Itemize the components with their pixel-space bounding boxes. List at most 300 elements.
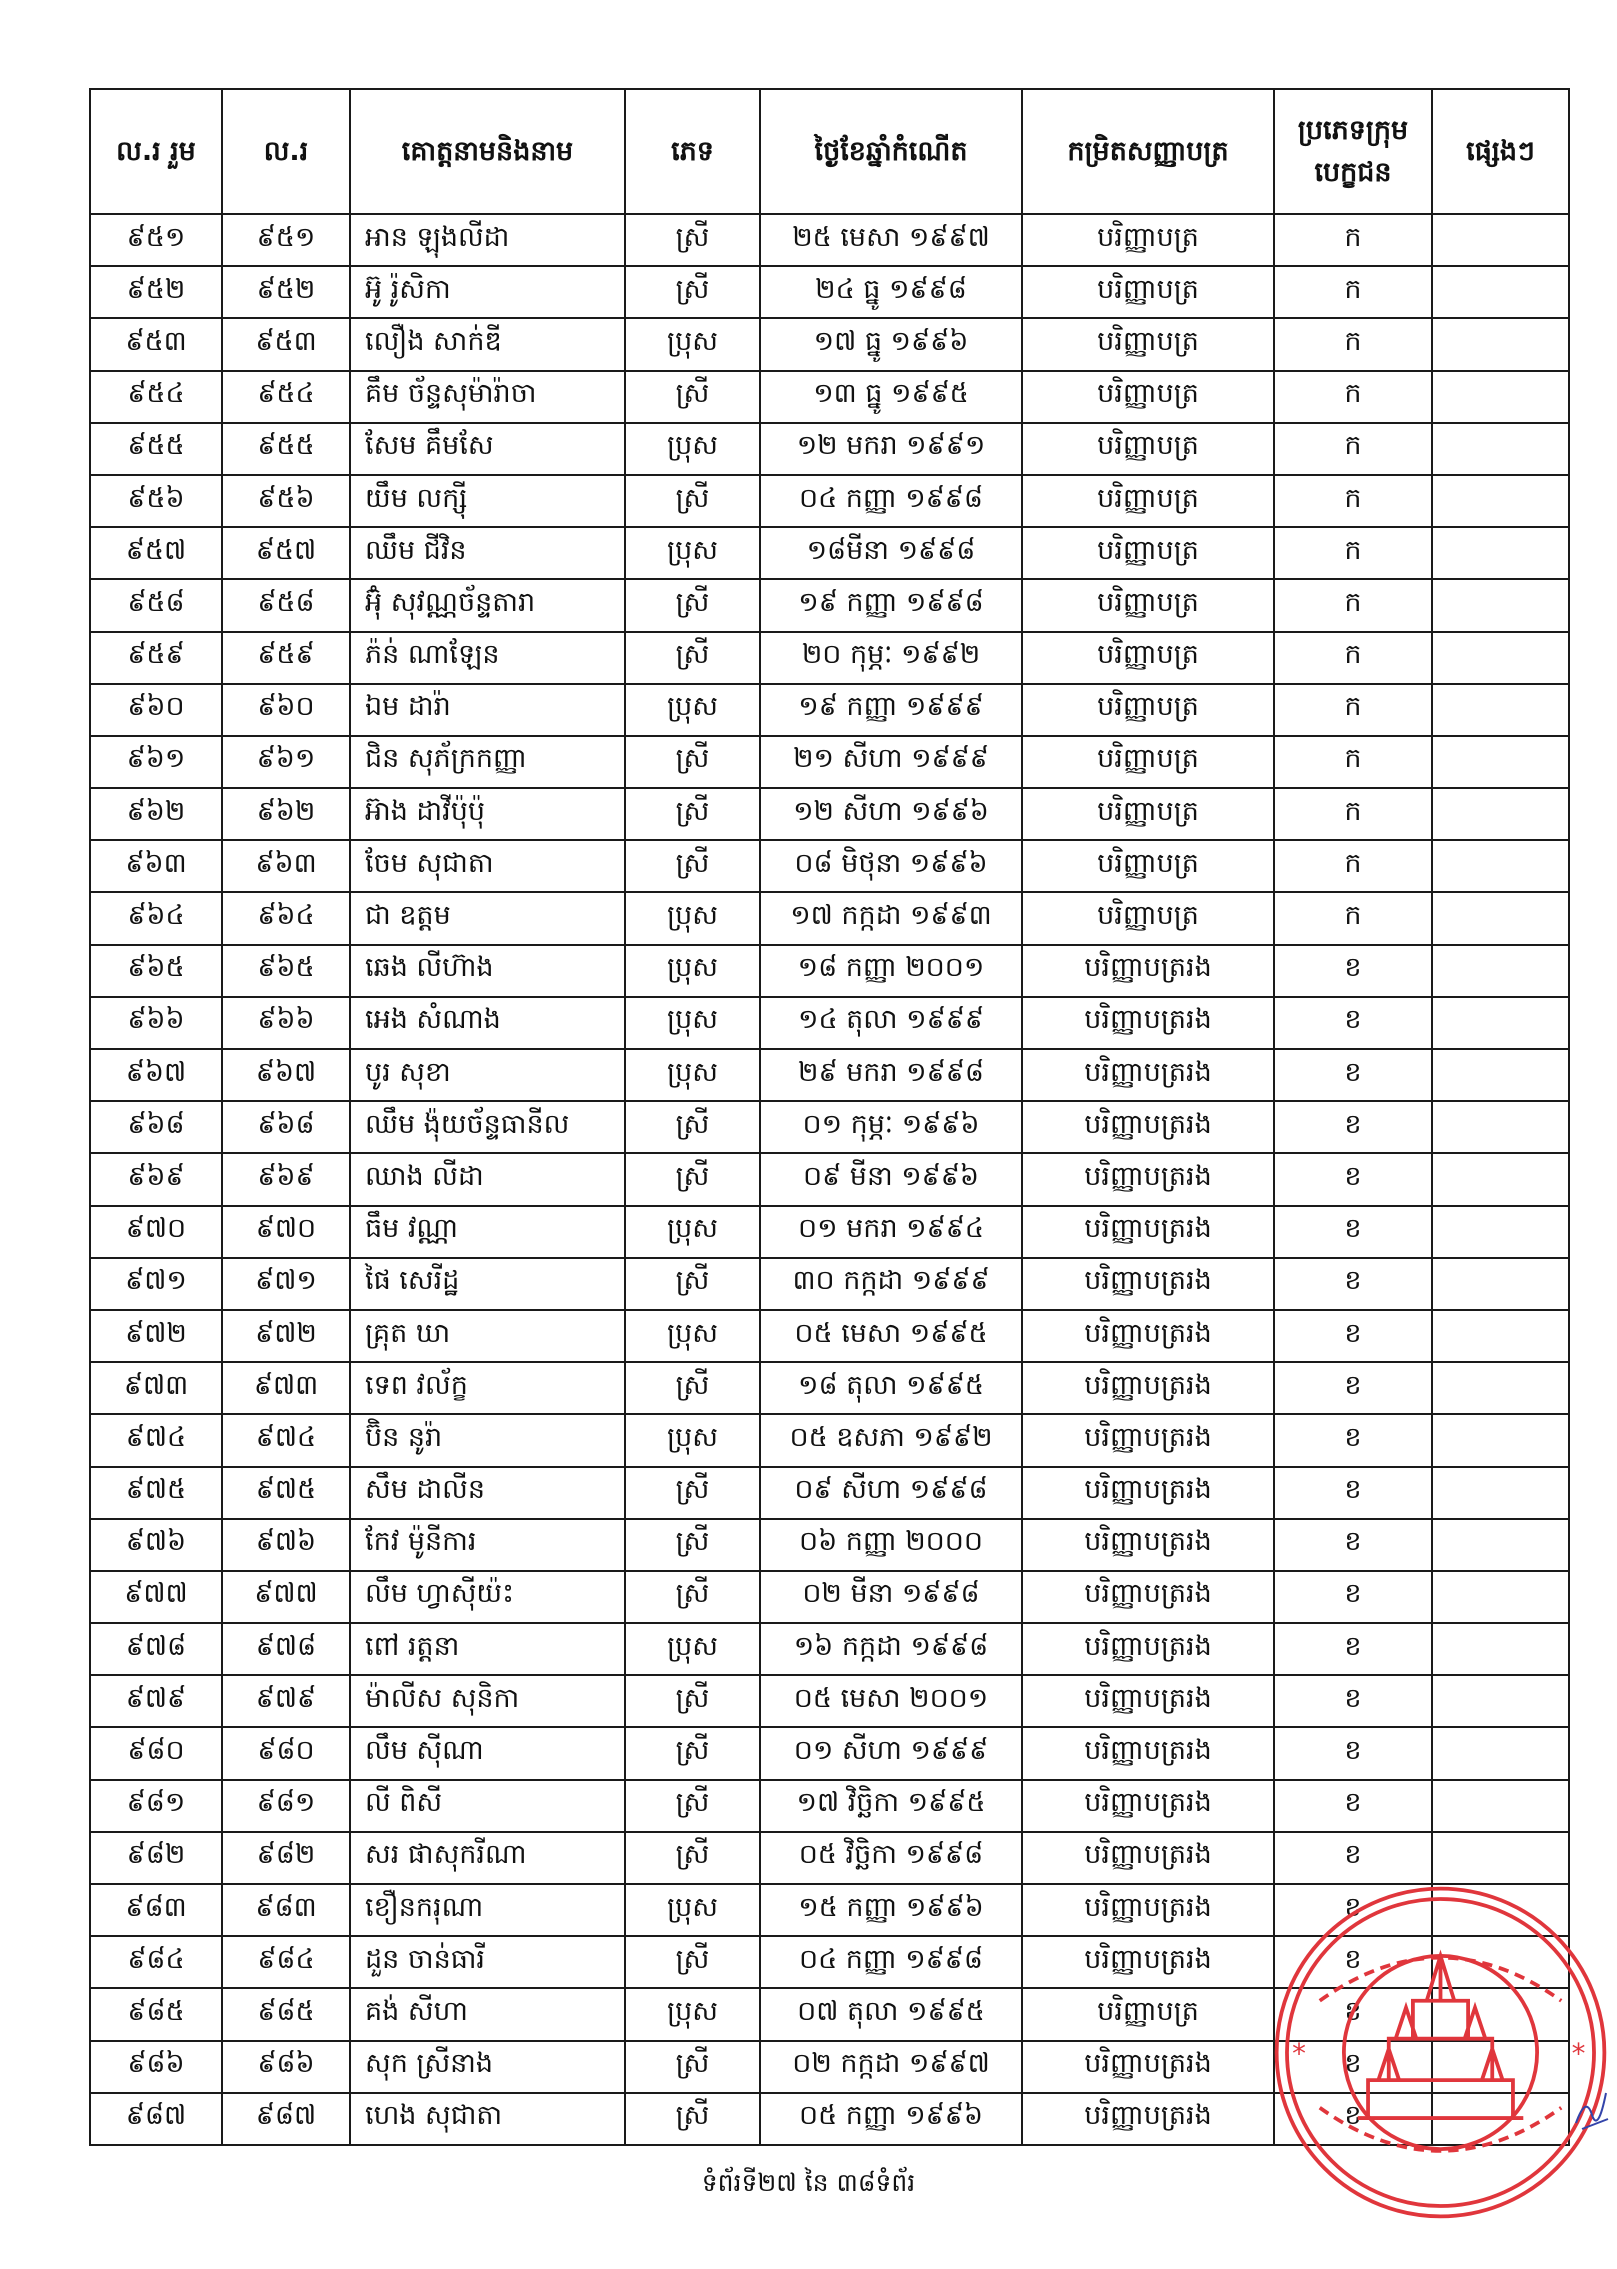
- cell-dob: ១៤ តុលា ១៩៩៩: [760, 997, 1022, 1049]
- cell-name: គង់ សីហា: [350, 1988, 625, 2040]
- cell-qualification: បរិញ្ញាបត្ររង: [1022, 1884, 1274, 1936]
- cell-dob: ០៥ កញ្ញា ១៩៩៦: [760, 2093, 1022, 2145]
- cell-exam-type: ខ: [1274, 1936, 1432, 1988]
- col-no: ល.រ: [222, 89, 350, 214]
- cell-dob: ១៧ វិច្ឆិកា ១៩៩៥: [760, 1780, 1022, 1832]
- cell-sex: ស្រី: [625, 1936, 760, 1988]
- cell-exam-type: ក: [1274, 266, 1432, 318]
- cell-exam-type: ខ: [1274, 1310, 1432, 1362]
- table-row: [90, 527, 1569, 579]
- cell-total-no: ៩៥៤: [90, 371, 222, 423]
- cell-exam-type: ខ: [1274, 1362, 1432, 1414]
- cell-sex: ស្រី: [625, 2041, 760, 2093]
- cell-name: ប៊ិន នូរ៉ា: [350, 1414, 625, 1466]
- cell-total-no: ៩៨១: [90, 1780, 222, 1832]
- cell-name: ទេព វល័ក្ខ: [350, 1362, 625, 1414]
- cell-dob: ០៩ សីហា ១៩៩៨: [760, 1467, 1022, 1519]
- cell-other: [1432, 632, 1569, 684]
- table-row: [90, 1780, 1569, 1832]
- cell-dob: ០៥ មេសា ១៩៩៥: [760, 1310, 1022, 1362]
- cell-dob: ០២ មីនា ១៩៩៨: [760, 1571, 1022, 1623]
- cell-total-no: ៩៧៤: [90, 1414, 222, 1466]
- cell-total-no: ៩៦០: [90, 684, 222, 736]
- cell-exam-type: ក: [1274, 475, 1432, 527]
- cell-exam-type: ខ: [1274, 997, 1432, 1049]
- cell-other: [1432, 1153, 1569, 1205]
- table-body: [90, 214, 1569, 2145]
- cell-exam-type: ខ: [1274, 1832, 1432, 1884]
- cell-total-no: ៩៥៧: [90, 527, 222, 579]
- table-row: [90, 736, 1569, 788]
- cell-name: ផៃ សេរីដ្ឋ: [350, 1258, 625, 1310]
- cell-name: អ៊ូ រ៉ូសិកា: [350, 266, 625, 318]
- cell-dob: ០៤ កញ្ញា ១៩៩៨: [760, 1936, 1022, 1988]
- cell-dob: ១៥ កញ្ញា ១៩៩៦: [760, 1884, 1022, 1936]
- cell-exam-type: ខ: [1274, 1519, 1432, 1571]
- cell-sex: ប្រុស: [625, 1623, 760, 1675]
- cell-total-no: ៩៧០: [90, 1206, 222, 1258]
- official-seal-stamp: [1268, 1880, 1613, 2225]
- cell-total-no: ៩៨២: [90, 1832, 222, 1884]
- table-row: [90, 371, 1569, 423]
- cell-sex: ស្រី: [625, 1467, 760, 1519]
- cell-total-no: ៩៨៣: [90, 1884, 222, 1936]
- cell-other: [1432, 1780, 1569, 1832]
- table-row: [90, 1258, 1569, 1310]
- cell-name: ឯម ដារ៉ា: [350, 684, 625, 736]
- cell-sex: ស្រី: [625, 788, 760, 840]
- cell-total-no: ៩៧៩: [90, 1675, 222, 1727]
- cell-qualification: បរិញ្ញាបត្ររង: [1022, 1780, 1274, 1832]
- cell-no: ៩៦២: [222, 788, 350, 840]
- cell-exam-type: ខ: [1274, 1780, 1432, 1832]
- cell-name: សឹម ដាលីន: [350, 1467, 625, 1519]
- cell-no: ៩៥៧: [222, 527, 350, 579]
- cell-no: ៩៥២: [222, 266, 350, 318]
- cell-sex: ប្រុស: [625, 1310, 760, 1362]
- cell-total-no: ៩៦៧: [90, 1049, 222, 1101]
- cell-no: ៩៦៨: [222, 1101, 350, 1153]
- cell-exam-type: ខ: [1274, 1206, 1432, 1258]
- cell-qualification: បរិញ្ញាបត្រ: [1022, 318, 1274, 370]
- cell-qualification: បរិញ្ញាបត្ររង: [1022, 1362, 1274, 1414]
- cell-sex: ប្រុស: [625, 1414, 760, 1466]
- cell-other: [1432, 318, 1569, 370]
- cell-no: ៩៦០: [222, 684, 350, 736]
- cell-name: ឆេង លីហ៊ាង: [350, 945, 625, 997]
- cell-other: [1432, 1623, 1569, 1675]
- cell-total-no: ៩៦៨: [90, 1101, 222, 1153]
- cell-total-no: ៩៨៤: [90, 1936, 222, 1988]
- cell-other: [1432, 1310, 1569, 1362]
- cell-exam-type: ខ: [1274, 1675, 1432, 1727]
- cell-other: [1432, 423, 1569, 475]
- cell-other: [1432, 1206, 1569, 1258]
- cell-dob: ១៦ កក្កដា ១៩៩៨: [760, 1623, 1022, 1675]
- cell-exam-type: ក: [1274, 371, 1432, 423]
- col-exam-type: ប្រភេទក្រុមបេក្ខជន: [1274, 89, 1432, 214]
- cell-qualification: បរិញ្ញាបត្ររង: [1022, 1258, 1274, 1310]
- cell-no: ៩៧១: [222, 1258, 350, 1310]
- cell-exam-type: ក: [1274, 840, 1432, 892]
- cell-name: ចែម សុជាតា: [350, 840, 625, 892]
- cell-exam-type: ខ: [1274, 1884, 1432, 1936]
- cell-qualification: បរិញ្ញាបត្រ: [1022, 371, 1274, 423]
- cell-exam-type: ខ: [1274, 2041, 1432, 2093]
- table-row: [90, 1675, 1569, 1727]
- cell-sex: ស្រី: [625, 371, 760, 423]
- cell-exam-type: ក: [1274, 214, 1432, 266]
- cell-exam-type: ខ: [1274, 1414, 1432, 1466]
- cell-name: ធឹម វណ្ណា: [350, 1206, 625, 1258]
- cell-exam-type: ខ: [1274, 1727, 1432, 1779]
- cell-total-no: ៩៨៥: [90, 1988, 222, 2040]
- table-row: [90, 997, 1569, 1049]
- cell-qualification: បរិញ្ញាបត្ររង: [1022, 1623, 1274, 1675]
- cell-total-no: ៩៦២: [90, 788, 222, 840]
- cell-exam-type: ខ: [1274, 1988, 1432, 2040]
- cell-no: ៩៨៥: [222, 1988, 350, 2040]
- cell-sex: ស្រី: [625, 736, 760, 788]
- table-row: [90, 1310, 1569, 1362]
- cell-name: អ៊ាង ដាវីប៉ុប៉ុ: [350, 788, 625, 840]
- cell-no: ៩៦៩: [222, 1153, 350, 1205]
- cell-qualification: បរិញ្ញាបត្រ: [1022, 736, 1274, 788]
- table-row: [90, 1414, 1569, 1466]
- cell-exam-type: ខ: [1274, 2093, 1432, 2145]
- cell-exam-type: ក: [1274, 579, 1432, 631]
- cell-dob: ០៥ មេសា ២០០១: [760, 1675, 1022, 1727]
- cell-total-no: ៩៦៩: [90, 1153, 222, 1205]
- cell-qualification: បរិញ្ញាបត្ររង: [1022, 945, 1274, 997]
- cell-sex: ស្រី: [625, 1101, 760, 1153]
- cell-total-no: ៩៧១: [90, 1258, 222, 1310]
- cell-dob: ០៧ តុលា ១៩៩៥: [760, 1988, 1022, 2040]
- cell-qualification: បរិញ្ញាបត្ររង: [1022, 1467, 1274, 1519]
- cell-qualification: បរិញ្ញាបត្រ: [1022, 579, 1274, 631]
- cell-no: ៩៧០: [222, 1206, 350, 1258]
- cell-dob: ០២ កក្កដា ១៩៩៧: [760, 2041, 1022, 2093]
- cell-name: ដួន ចាន់ធារី: [350, 1936, 625, 1988]
- cell-other: [1432, 1467, 1569, 1519]
- table-row: [90, 1049, 1569, 1101]
- cell-no: ៩៦៦: [222, 997, 350, 1049]
- cell-total-no: ៩៨០: [90, 1727, 222, 1779]
- cell-qualification: បរិញ្ញាបត្ររង: [1022, 2041, 1274, 2093]
- cell-sex: ស្រី: [625, 266, 760, 318]
- cell-exam-type: ខ: [1274, 945, 1432, 997]
- cell-sex: ស្រី: [625, 2093, 760, 2145]
- cell-sex: ប្រុស: [625, 1206, 760, 1258]
- table-row: [90, 579, 1569, 631]
- table-row: [90, 318, 1569, 370]
- cell-total-no: ៩៧៨: [90, 1623, 222, 1675]
- cell-no: ៩៧៣: [222, 1362, 350, 1414]
- cell-sex: ស្រី: [625, 1832, 760, 1884]
- cell-sex: ស្រី: [625, 1727, 760, 1779]
- cell-qualification: បរិញ្ញាបត្ររង: [1022, 1936, 1274, 1988]
- cell-dob: ២៤ ធ្នូ ១៩៩៨: [760, 266, 1022, 318]
- cell-exam-type: ក: [1274, 423, 1432, 475]
- cell-qualification: បរិញ្ញាបត្រ: [1022, 527, 1274, 579]
- table-row: [90, 1362, 1569, 1414]
- cell-dob: ១២ សីហា ១៩៩៦: [760, 788, 1022, 840]
- cell-qualification: បរិញ្ញាបត្ររង: [1022, 1101, 1274, 1153]
- table-row: [90, 1206, 1569, 1258]
- cell-other: [1432, 1362, 1569, 1414]
- cell-other: [1432, 214, 1569, 266]
- cell-dob: ២៥ មេសា ១៩៩៧: [760, 214, 1022, 266]
- cell-no: ៩៨៦: [222, 2041, 350, 2093]
- table-row: [90, 266, 1569, 318]
- cell-sex: ស្រី: [625, 1153, 760, 1205]
- svg-text:*: *: [1571, 2036, 1586, 2070]
- cell-name: សរ ផាសុករីណា: [350, 1832, 625, 1884]
- cell-sex: ប្រុស: [625, 527, 760, 579]
- cell-name: ខឿនករុណា: [350, 1884, 625, 1936]
- cell-exam-type: ក: [1274, 736, 1432, 788]
- cell-no: ៩៧៦: [222, 1519, 350, 1571]
- cell-other: [1432, 840, 1569, 892]
- cell-total-no: ៩៥៩: [90, 632, 222, 684]
- table-row: [90, 1467, 1569, 1519]
- cell-no: ៩៨៧: [222, 2093, 350, 2145]
- cell-name: ឈឹម ង៉ុយច័ន្ទធានីល: [350, 1101, 625, 1153]
- cell-qualification: បរិញ្ញាបត្ររង: [1022, 1206, 1274, 1258]
- cell-dob: ១៣ ធ្នូ ១៩៩៥: [760, 371, 1022, 423]
- cell-qualification: បរិញ្ញាបត្ររង: [1022, 997, 1274, 1049]
- cell-dob: ១៩ កញ្ញា ១៩៩៨: [760, 579, 1022, 631]
- cell-dob: ២៩ មករា ១៩៩៨: [760, 1049, 1022, 1101]
- cell-other: [1432, 1675, 1569, 1727]
- cell-no: ៩៥៩: [222, 632, 350, 684]
- col-dob: ថ្ងៃខែឆ្នាំកំណើត: [760, 89, 1022, 214]
- cell-no: ៩៨០: [222, 1727, 350, 1779]
- table-row: [90, 475, 1569, 527]
- cell-no: ៩៦៣: [222, 840, 350, 892]
- cell-no: ៩៧២: [222, 1310, 350, 1362]
- table-row: [90, 840, 1569, 892]
- table-row: [90, 945, 1569, 997]
- cell-name: លឿង សាក់ឌី: [350, 318, 625, 370]
- cell-other: [1432, 1571, 1569, 1623]
- cell-name: ជា ឧត្តម: [350, 892, 625, 944]
- cell-name: ឈឹម ជីវិន: [350, 527, 625, 579]
- cell-name: ភ៉ន់ ណាឡែន: [350, 632, 625, 684]
- cell-sex: ស្រី: [625, 1362, 760, 1414]
- cell-no: ៩៧៥: [222, 1467, 350, 1519]
- cell-no: ៩៥៦: [222, 475, 350, 527]
- cell-dob: ២០ កុម្ភៈ ១៩៩២: [760, 632, 1022, 684]
- cell-sex: ប្រុស: [625, 423, 760, 475]
- cell-dob: ០៨ មិថុនា ១៩៩៦: [760, 840, 1022, 892]
- col-qualification: កម្រិតសញ្ញាបត្រ: [1022, 89, 1274, 214]
- cell-exam-type: ក: [1274, 788, 1432, 840]
- table-row: [90, 214, 1569, 266]
- cell-exam-type: ខ: [1274, 1258, 1432, 1310]
- cell-sex: ប្រុស: [625, 1884, 760, 1936]
- cell-total-no: ៩៥១: [90, 214, 222, 266]
- cell-qualification: បរិញ្ញាបត្រ: [1022, 684, 1274, 736]
- cell-dob: ០៩ មីនា ១៩៩៦: [760, 1153, 1022, 1205]
- cell-sex: ប្រុស: [625, 945, 760, 997]
- cell-dob: ១៨ កញ្ញា ២០០១: [760, 945, 1022, 997]
- candidate-table: [89, 88, 1570, 2146]
- cell-total-no: ៩៧៣: [90, 1362, 222, 1414]
- cell-dob: ០១ កុម្ភៈ ១៩៩៦: [760, 1101, 1022, 1153]
- cell-sex: ស្រី: [625, 1571, 760, 1623]
- cell-total-no: ៩៦៣: [90, 840, 222, 892]
- cell-other: [1432, 788, 1569, 840]
- cell-name: យឹម លក្ស៊ី: [350, 475, 625, 527]
- cell-total-no: ៩៥៣: [90, 318, 222, 370]
- cell-no: ៩៨៤: [222, 1936, 350, 1988]
- cell-no: ៩៥៥: [222, 423, 350, 475]
- cell-dob: ២១ សីហា ១៩៩៩: [760, 736, 1022, 788]
- cell-sex: ស្រី: [625, 1258, 760, 1310]
- cell-sex: ប្រុស: [625, 318, 760, 370]
- cell-qualification: បរិញ្ញាបត្រ: [1022, 892, 1274, 944]
- svg-text:*: *: [1292, 2036, 1306, 2070]
- cell-name: គឹម ច័ន្ទសុម៉ារ៉ាចា: [350, 371, 625, 423]
- cell-qualification: បរិញ្ញាបត្រ: [1022, 1988, 1274, 2040]
- cell-name: ម៉ាលីស សុនិកា: [350, 1675, 625, 1727]
- table-row: [90, 1101, 1569, 1153]
- cell-dob: ១៨ តុលា ១៩៩៥: [760, 1362, 1022, 1414]
- cell-dob: ០១ សីហា ១៩៩៩: [760, 1727, 1022, 1779]
- cell-no: ៩៨២: [222, 1832, 350, 1884]
- cell-name: បូរ សុខា: [350, 1049, 625, 1101]
- cell-sex: ស្រី: [625, 1675, 760, 1727]
- cell-other: [1432, 892, 1569, 944]
- cell-other: [1432, 266, 1569, 318]
- cell-name: លឹម ហ្វាស៊ីយ៉ះ: [350, 1571, 625, 1623]
- cell-other: [1432, 945, 1569, 997]
- cell-sex: ប្រុស: [625, 892, 760, 944]
- cell-sex: ស្រី: [625, 214, 760, 266]
- cell-sex: ប្រុស: [625, 684, 760, 736]
- cell-dob: ០១ មករា ១៩៩៤: [760, 1206, 1022, 1258]
- cell-no: ៩៥៣: [222, 318, 350, 370]
- col-other: ផ្សេងៗ: [1432, 89, 1569, 214]
- cell-qualification: បរិញ្ញាបត្ររង: [1022, 1727, 1274, 1779]
- cell-total-no: ៩៧៥: [90, 1467, 222, 1519]
- cell-total-no: ៩៥៦: [90, 475, 222, 527]
- cell-no: ៩៦៥: [222, 945, 350, 997]
- cell-name: កែវ ម៉ូនីការ: [350, 1519, 625, 1571]
- cell-other: [1432, 475, 1569, 527]
- cell-total-no: ៩៥៨: [90, 579, 222, 631]
- cell-exam-type: ខ: [1274, 1049, 1432, 1101]
- cell-no: ៩៦១: [222, 736, 350, 788]
- cell-sex: ស្រី: [625, 1780, 760, 1832]
- col-total-no: ល.រ រួម: [90, 89, 222, 214]
- cell-exam-type: ក: [1274, 318, 1432, 370]
- table-row: [90, 1623, 1569, 1675]
- cell-total-no: ៩៦១: [90, 736, 222, 788]
- cell-exam-type: ខ: [1274, 1623, 1432, 1675]
- cell-name: ហេង សុជាតា: [350, 2093, 625, 2145]
- cell-dob: ០៥ វិច្ឆិកា ១៩៩៨: [760, 1832, 1022, 1884]
- handwritten-signature: [1572, 2075, 1614, 2135]
- cell-no: ៩៥១: [222, 214, 350, 266]
- cell-other: [1432, 527, 1569, 579]
- cell-total-no: ៩៦៥: [90, 945, 222, 997]
- col-name: គោត្តនាមនិងនាម: [350, 89, 625, 214]
- cell-name: សែម គឹមសែ: [350, 423, 625, 475]
- header-row: [90, 89, 1569, 214]
- table-row: [90, 423, 1569, 475]
- cell-name: លឹម ស៊ីណា: [350, 1727, 625, 1779]
- cell-name: ជិន សុភ័ក្រកញ្ញា: [350, 736, 625, 788]
- cell-total-no: ៩៦៤: [90, 892, 222, 944]
- cell-name: សុក ស្រីនាង: [350, 2041, 625, 2093]
- cell-other: [1432, 1519, 1569, 1571]
- table-row: [90, 1153, 1569, 1205]
- cell-no: ៩៨៣: [222, 1884, 350, 1936]
- cell-other: [1432, 736, 1569, 788]
- cell-name: លី ពិសី: [350, 1780, 625, 1832]
- cell-no: ៩៥៤: [222, 371, 350, 423]
- cell-qualification: បរិញ្ញាបត្រ: [1022, 475, 1274, 527]
- cell-exam-type: ក: [1274, 632, 1432, 684]
- cell-other: [1432, 579, 1569, 631]
- cell-qualification: បរិញ្ញាបត្រ: [1022, 788, 1274, 840]
- cell-sex: ស្រី: [625, 1519, 760, 1571]
- cell-no: ៩៧៤: [222, 1414, 350, 1466]
- cell-dob: ៣០ កក្កដា ១៩៩៩: [760, 1258, 1022, 1310]
- table-row: [90, 684, 1569, 736]
- cell-qualification: បរិញ្ញាបត្រ: [1022, 632, 1274, 684]
- cell-total-no: ៩៧៧: [90, 1571, 222, 1623]
- cell-total-no: ៩៥៥: [90, 423, 222, 475]
- cell-no: ៩៦៤: [222, 892, 350, 944]
- table-row: [90, 788, 1569, 840]
- cell-exam-type: ខ: [1274, 1467, 1432, 1519]
- cell-dob: ១៧ ធ្នូ ១៩៩៦: [760, 318, 1022, 370]
- cell-qualification: បរិញ្ញាបត្ររង: [1022, 1675, 1274, 1727]
- cell-total-no: ៩៧៦: [90, 1519, 222, 1571]
- cell-no: ៩៧៩: [222, 1675, 350, 1727]
- cell-sex: ប្រុស: [625, 997, 760, 1049]
- cell-total-no: ៩៥២: [90, 266, 222, 318]
- cell-name: ឈាង លីដា: [350, 1153, 625, 1205]
- cell-qualification: បរិញ្ញាបត្រ: [1022, 266, 1274, 318]
- cell-dob: ០៤ កញ្ញា ១៩៩៨: [760, 475, 1022, 527]
- cell-other: [1432, 997, 1569, 1049]
- cell-total-no: ៩៦៦: [90, 997, 222, 1049]
- cell-other: [1432, 1727, 1569, 1779]
- col-sex: ភេទ: [625, 89, 760, 214]
- cell-other: [1432, 1414, 1569, 1466]
- cell-qualification: បរិញ្ញាបត្រ: [1022, 214, 1274, 266]
- cell-total-no: ៩៨៧: [90, 2093, 222, 2145]
- cell-other: [1432, 1832, 1569, 1884]
- table-row: [90, 632, 1569, 684]
- cell-name: អេង សំណាង: [350, 997, 625, 1049]
- cell-name: អ៊ុំ សុវណ្ណច័ន្ទតារា: [350, 579, 625, 631]
- cell-qualification: បរិញ្ញាបត្រ: [1022, 423, 1274, 475]
- cell-dob: ១៨មីនា ១៩៩៨: [760, 527, 1022, 579]
- cell-qualification: បរិញ្ញាបត្ររង: [1022, 1519, 1274, 1571]
- cell-qualification: បរិញ្ញាបត្ររង: [1022, 1571, 1274, 1623]
- cell-qualification: បរិញ្ញាបត្ររង: [1022, 1414, 1274, 1466]
- cell-other: [1432, 1258, 1569, 1310]
- cell-dob: ០៦ កញ្ញា ២០០០: [760, 1519, 1022, 1571]
- cell-dob: ១២ មករា ១៩៩១: [760, 423, 1022, 475]
- cell-no: ៩៦៧: [222, 1049, 350, 1101]
- cell-name: ពៅ រត្តនា: [350, 1623, 625, 1675]
